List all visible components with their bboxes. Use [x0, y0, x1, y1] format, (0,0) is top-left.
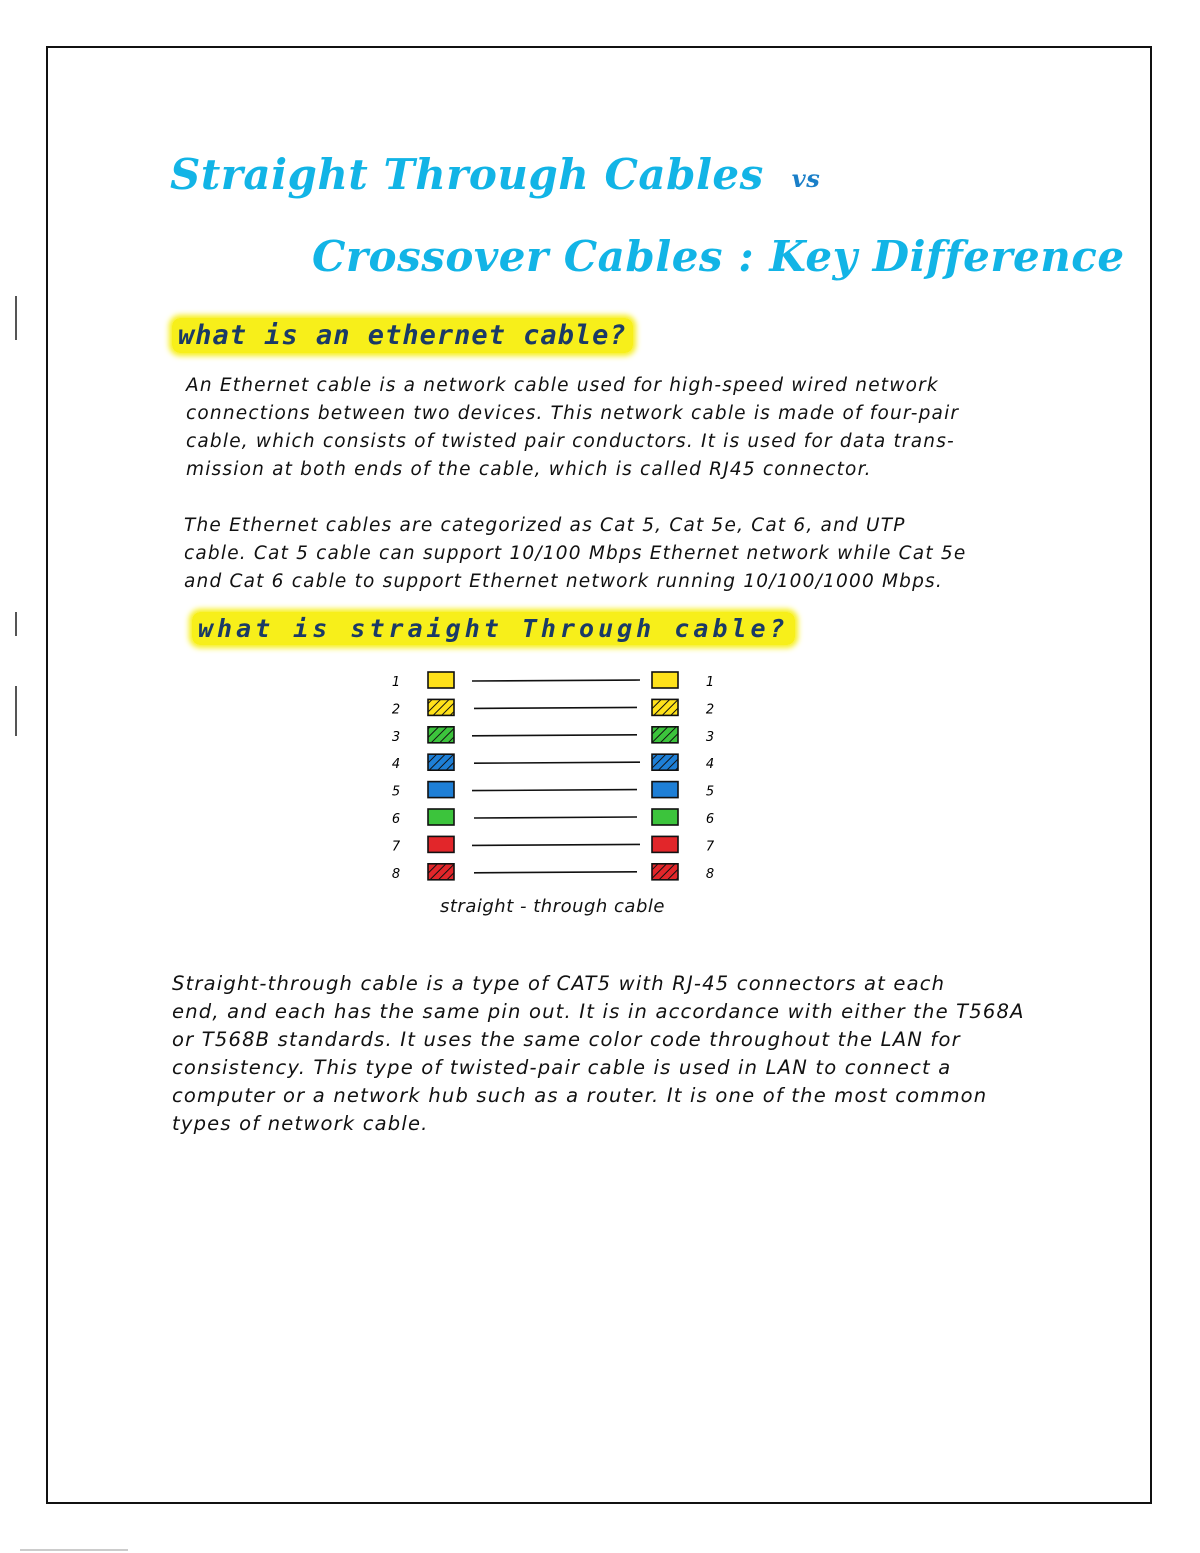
- scan-mark: [15, 612, 17, 636]
- pin-stripe-right: [652, 699, 678, 715]
- title-text-1: Straight Through Cables: [170, 150, 764, 199]
- pin-color-right: [652, 782, 678, 798]
- pin-stripe-right: [652, 864, 678, 880]
- pin-number-left: 6: [391, 812, 401, 827]
- pin-row-6: [392, 809, 714, 827]
- pin-color-left: [428, 782, 454, 798]
- scan-mark: [20, 1549, 128, 1551]
- diagram-caption: straight - through cable: [440, 896, 665, 917]
- scan-mark: [15, 686, 17, 736]
- pin-number-left: 1: [391, 675, 401, 690]
- title-line-1: [170, 150, 820, 199]
- section-heading-ethernet: [172, 320, 633, 351]
- pin-row-1: [392, 672, 714, 690]
- pin-color-right: [652, 809, 678, 825]
- pin-number-right: 7: [705, 839, 715, 855]
- wiring-diagram: [380, 666, 740, 926]
- pin-stripe-right: [652, 727, 678, 743]
- pin-number-left: 7: [391, 839, 401, 855]
- pin-number-right: 4: [705, 757, 715, 773]
- heading-text: what is straight Through cable?: [192, 612, 795, 645]
- wiring-diagram-svg: [380, 666, 740, 896]
- paragraph-ethernet-definition: An Ethernet cable is a network cable used for high-speed wired network connections between two devices. This network cable is made of four-pair cable, which consists of twisted pair conductors. It is used for data trans- mission at both ends of the cable, which is called RJ45 connector.: [186, 375, 960, 480]
- pin-stripe-left: [428, 699, 454, 715]
- pin-number-left: 8: [391, 866, 401, 882]
- pin-color-left: [428, 809, 454, 825]
- scan-mark: [15, 296, 17, 340]
- pin-number-right: 2: [705, 702, 715, 718]
- pin-row-8: [392, 864, 714, 882]
- wire-line: [472, 790, 637, 791]
- pin-number-left: 5: [391, 784, 401, 800]
- pin-color-right: [652, 836, 678, 852]
- pin-number-left: 3: [391, 729, 401, 745]
- pin-number-right: 8: [705, 866, 715, 882]
- pin-row-2: [392, 699, 714, 717]
- wire-line: [472, 680, 640, 681]
- wire-line: [472, 735, 637, 736]
- heading-text: what is an ethernet cable?: [172, 318, 633, 353]
- pin-number-right: 6: [705, 812, 715, 827]
- pin-row-4: [392, 754, 714, 772]
- pin-stripe-left: [428, 727, 454, 743]
- section-heading-straight-through: [192, 614, 795, 643]
- wire-line: [474, 762, 640, 763]
- pin-number-left: 2: [391, 702, 401, 718]
- title-line-2: Crossover Cables : Key Difference: [312, 232, 1125, 281]
- pin-color-left: [428, 836, 454, 852]
- wire-line: [474, 707, 637, 708]
- paragraph-ethernet-categories: The Ethernet cables are categorized as Cat 5, Cat 5e, Cat 6, and UTP cable. Cat 5 cable can support 10/100 Mbps Ethernet network while Cat 5e and Cat 6 cable to support Ethernet network running 10/100/1000 Mbps.: [184, 515, 967, 592]
- pin-color-right: [652, 672, 678, 688]
- pin-stripe-left: [428, 754, 454, 770]
- pin-number-right: 3: [705, 729, 715, 745]
- title-vs: vs: [791, 163, 821, 193]
- pin-number-left: 4: [391, 757, 401, 773]
- pin-row-3: [392, 727, 714, 745]
- pin-number-right: 5: [705, 784, 715, 800]
- pin-color-left: [428, 672, 454, 688]
- pin-row-7: [392, 836, 715, 854]
- pin-number-right: 1: [705, 675, 715, 690]
- wire-line: [474, 817, 637, 818]
- wire-line: [474, 872, 637, 873]
- pin-stripe-left: [428, 864, 454, 880]
- pin-row-5: [392, 782, 714, 800]
- paragraph-straight-through: Straight-through cable is a type of CAT5 with RJ-45 connectors at each end, and each has the same pin out. It is in accordance with either the T568A or T568B standards. It uses the same color code throughout the LAN for consistency. This type of twisted-pair cable is used in LAN to connect a computer or a network hub such as a router. It is one of the most common types of network cable.: [172, 972, 1025, 1135]
- pin-stripe-right: [652, 754, 678, 770]
- wire-line: [472, 844, 640, 845]
